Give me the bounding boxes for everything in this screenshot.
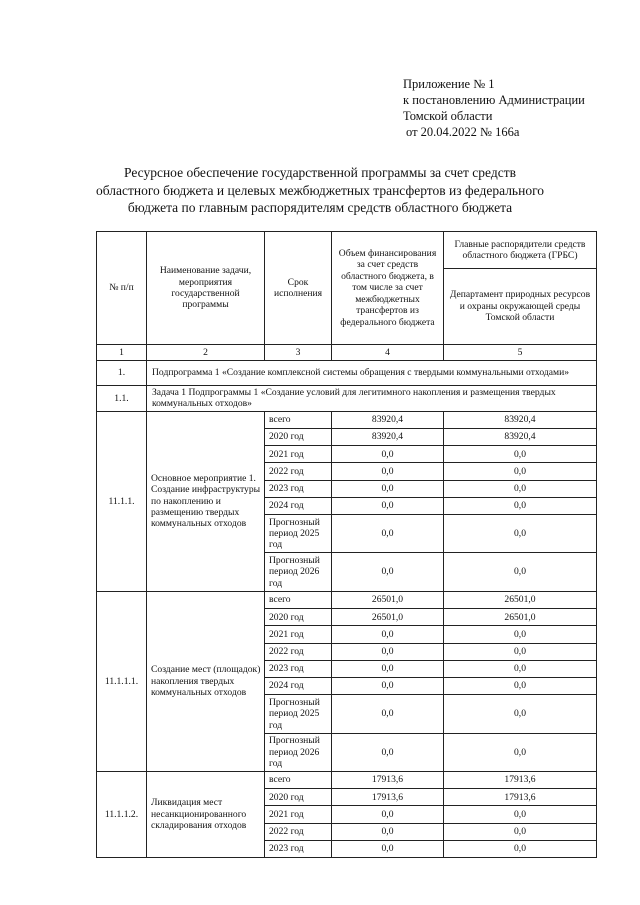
column-number-row xyxy=(97,345,597,361)
period-cell: 2021 год xyxy=(265,626,332,643)
period-cell: Прогнозный период 2026 год xyxy=(265,553,332,592)
grbs-value: 0,0 xyxy=(444,446,597,463)
table-row xyxy=(97,591,597,608)
volume-value: 83920,4 xyxy=(332,411,444,428)
grbs-value: 0,0 xyxy=(444,643,597,660)
table-row xyxy=(97,411,597,428)
period-cell: 2022 год xyxy=(265,643,332,660)
title-line: областного бюджета и целевых межбюджетных трансфертов из федерального xyxy=(95,182,545,198)
column-number: 3 xyxy=(265,345,332,361)
grbs-value: 26501,0 xyxy=(444,609,597,626)
header-term: Срок исполнения xyxy=(265,232,332,345)
item-name-text: Основное мероприятие 1. Создание инфраструктуры по накоплению и размещению твердых коммунальных отходов xyxy=(151,472,261,530)
grbs-value: 0,0 xyxy=(444,514,597,553)
period-cell: 2022 год xyxy=(265,463,332,480)
volume-value: 0,0 xyxy=(332,823,444,840)
volume-value: 83920,4 xyxy=(332,429,444,446)
subprogram-text: Подпрограмма 1 «Создание комплексной системы обращения с твердыми коммунальными отходами» xyxy=(147,361,597,386)
volume-value: 0,0 xyxy=(332,463,444,480)
grbs-value: 0,0 xyxy=(444,497,597,514)
period-cell: всего xyxy=(265,591,332,608)
grbs-value: 26501,0 xyxy=(444,591,597,608)
header-name: Наименование задачи, мероприятия государственной программы xyxy=(147,232,265,345)
item-number: 11.1.1.1. xyxy=(97,591,147,771)
period-cell: 2024 год xyxy=(265,497,332,514)
period-cell: 2021 год xyxy=(265,446,332,463)
volume-value: 0,0 xyxy=(332,695,444,734)
item-name xyxy=(147,591,265,771)
item-number: 11.1.1.2. xyxy=(97,772,147,858)
annex-line: от 20.04.2022 № 166а xyxy=(406,125,520,139)
period-cell: Прогнозный период 2025 год xyxy=(265,695,332,734)
annex-block xyxy=(403,76,585,140)
volume-value: 0,0 xyxy=(332,677,444,694)
header-num: № п/п xyxy=(97,232,147,345)
period-cell: 2023 год xyxy=(265,660,332,677)
period-cell: 2021 год xyxy=(265,806,332,823)
task-text: Задача 1 Подпрограммы 1 «Создание условий для легитимного накопления и размещения твердых коммунальных отходов» xyxy=(147,386,597,412)
period-cell: 2020 год xyxy=(265,429,332,446)
subprogram-row xyxy=(97,361,597,386)
volume-value: 0,0 xyxy=(332,553,444,592)
volume-value: 17913,6 xyxy=(332,772,444,789)
period-cell: 2023 год xyxy=(265,480,332,497)
grbs-value: 17913,6 xyxy=(444,789,597,806)
annex-line: Приложение № 1 xyxy=(403,77,495,91)
header-grbs: Главные распорядители средств областного бюджета (ГРБС) xyxy=(444,232,597,269)
period-cell: Прогнозный период 2025 год xyxy=(265,514,332,553)
grbs-value: 0,0 xyxy=(444,806,597,823)
volume-value: 0,0 xyxy=(332,480,444,497)
volume-value: 0,0 xyxy=(332,497,444,514)
period-cell: 2020 год xyxy=(265,609,332,626)
volume-value: 0,0 xyxy=(332,733,444,772)
volume-value: 0,0 xyxy=(332,660,444,677)
subprogram-num: 1. xyxy=(97,361,147,386)
grbs-value: 0,0 xyxy=(444,660,597,677)
task-num: 1.1. xyxy=(97,386,147,412)
grbs-value: 0,0 xyxy=(444,626,597,643)
period-cell: всего xyxy=(265,411,332,428)
volume-value: 0,0 xyxy=(332,840,444,857)
period-cell: 2023 год xyxy=(265,840,332,857)
period-cell: 2024 год xyxy=(265,677,332,694)
item-name-text: Создание мест (площадок) накопления твердых коммунальных отходов xyxy=(151,664,261,699)
item-name-text: Ликвидация мест несанкционированного складирования отходов xyxy=(151,797,247,832)
grbs-value: 0,0 xyxy=(444,480,597,497)
task-row xyxy=(97,386,597,412)
period-cell: 2020 год xyxy=(265,789,332,806)
annex-line: Томской области xyxy=(403,109,493,123)
item-name xyxy=(147,772,265,858)
header-grbs-dept: Департамент природных ресурсов и охраны окружающей среды Томской области xyxy=(444,269,597,345)
title-line: бюджета по главным распорядителям средств областного бюджета xyxy=(127,200,513,215)
column-number: 2 xyxy=(147,345,265,361)
volume-value: 0,0 xyxy=(332,514,444,553)
title-line: Ресурсное обеспечение государственной программы за счет средств xyxy=(123,165,516,180)
annex-line: к постановлению Администрации xyxy=(403,93,585,107)
document-title xyxy=(60,164,580,217)
volume-value: 26501,0 xyxy=(332,609,444,626)
grbs-value: 0,0 xyxy=(444,695,597,734)
grbs-value: 0,0 xyxy=(444,553,597,592)
volume-value: 26501,0 xyxy=(332,591,444,608)
period-cell: всего xyxy=(265,772,332,789)
volume-value: 0,0 xyxy=(332,643,444,660)
item-number: 11.1.1. xyxy=(97,411,147,591)
resource-table xyxy=(96,231,597,858)
table-row xyxy=(97,772,597,789)
volume-value: 17913,6 xyxy=(332,789,444,806)
volume-value: 0,0 xyxy=(332,806,444,823)
grbs-value: 83920,4 xyxy=(444,429,597,446)
grbs-value: 83920,4 xyxy=(444,411,597,428)
grbs-value: 0,0 xyxy=(444,733,597,772)
grbs-value: 0,0 xyxy=(444,823,597,840)
period-cell: 2022 год xyxy=(265,823,332,840)
grbs-value: 0,0 xyxy=(444,840,597,857)
item-name xyxy=(147,411,265,591)
volume-value: 0,0 xyxy=(332,626,444,643)
column-number: 1 xyxy=(97,345,147,361)
header-row xyxy=(97,232,597,269)
header-volume: Объем финансирования за счет средств областного бюджета, в том числе за счет межбюджетных трансфертов из федерального бюджета xyxy=(332,232,444,345)
period-cell: Прогнозный период 2026 год xyxy=(265,733,332,772)
grbs-value: 0,0 xyxy=(444,677,597,694)
grbs-value: 17913,6 xyxy=(444,772,597,789)
column-number: 4 xyxy=(332,345,444,361)
grbs-value: 0,0 xyxy=(444,463,597,480)
column-number: 5 xyxy=(444,345,597,361)
volume-value: 0,0 xyxy=(332,446,444,463)
